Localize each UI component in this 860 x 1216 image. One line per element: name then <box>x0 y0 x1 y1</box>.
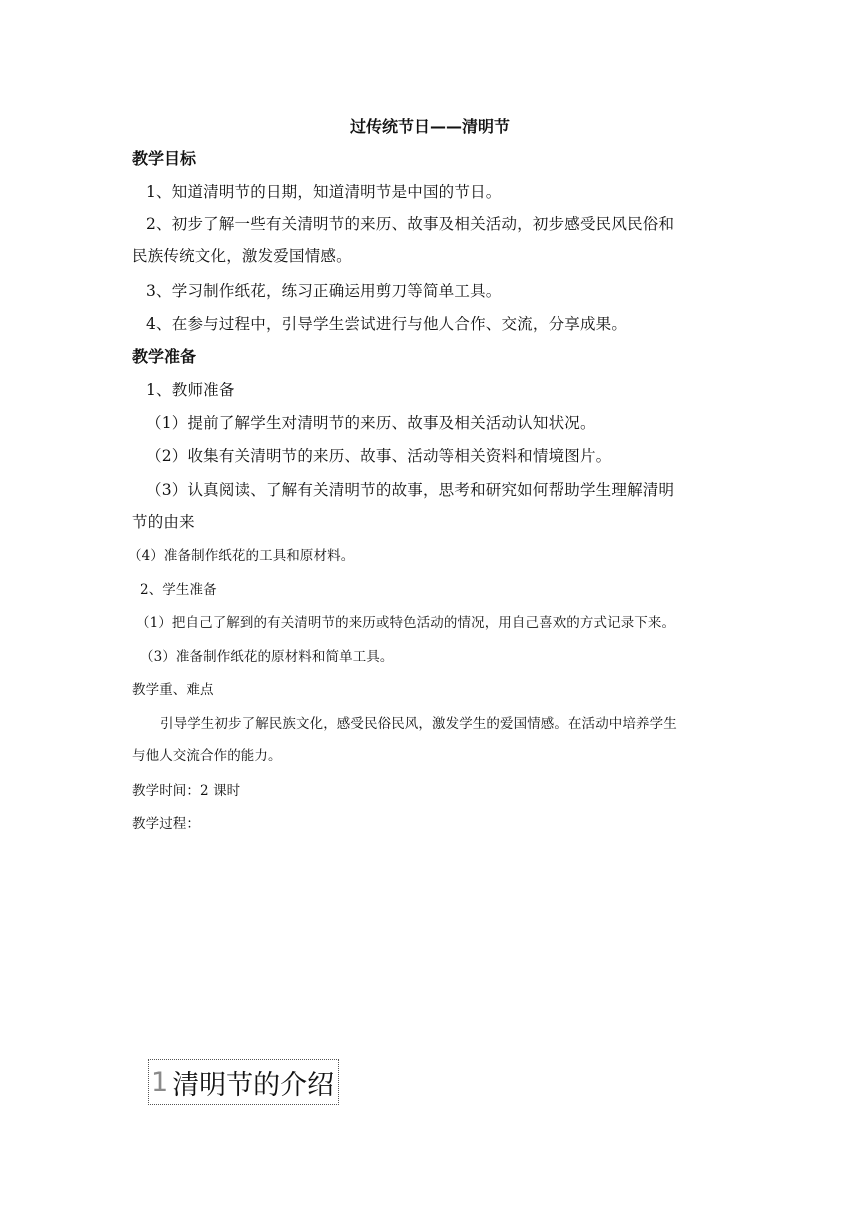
teacher-prep-item-1: （1）提前了解学生对清明节的来历、故事及相关活动认知状况。 <box>146 414 596 432</box>
section-heading-number: 1 <box>151 1066 169 1098</box>
key-points-heading: 教学重、难点 <box>132 682 214 698</box>
teaching-process-label: 教学过程： <box>132 816 200 832</box>
objective-item-3: 3、学习制作纸花，练习正确运用剪刀等简单工具。 <box>146 282 502 300</box>
student-prep-item-3: （3）准备制作纸花的原材料和简单工具。 <box>140 649 394 665</box>
section-heading <box>148 1059 339 1105</box>
preparation-heading: 教学准备 <box>132 347 197 366</box>
objective-item-4: 4、在参与过程中，引导学生尝试进行与他人合作、交流，分享成果。 <box>146 315 628 333</box>
teacher-prep-item-2: （2）收集有关清明节的来历、故事、活动等相关资料和情境图片。 <box>146 447 612 465</box>
teacher-prep-item-4: （4）准备制作纸花的工具和原材料。 <box>128 548 355 564</box>
objective-item-2-continued: 民族传统文化，激发爱国情感。 <box>132 247 352 265</box>
teaching-time: 教学时间：2 课时 <box>132 783 241 799</box>
teacher-prep-item-3-continued: 节的由来 <box>132 513 195 531</box>
key-points-line-1: 引导学生初步了解民族文化，感受民俗民风，激发学生的爱国情感。在活动中培养学生 <box>160 716 677 732</box>
section-heading-text: 清明节的介绍 <box>172 1069 335 1101</box>
teacher-prep-item-3: （3）认真阅读、了解有关清明节的故事，思考和研究如何帮助学生理解清明 <box>146 481 675 499</box>
key-points-line-2: 与他人交流合作的能力。 <box>132 748 282 764</box>
student-prep-label: 2、学生准备 <box>140 582 217 598</box>
objective-item-1: 1、知道清明节的日期，知道清明节是中国的节日。 <box>146 183 502 201</box>
objectives-heading: 教学目标 <box>132 149 197 168</box>
objective-item-2: 2、初步了解一些有关清明节的来历、故事及相关活动，初步感受民风民俗和 <box>146 215 675 233</box>
document-title: 过传统节日——清明节 <box>349 117 510 136</box>
teacher-prep-label: 1、教师准备 <box>146 381 235 399</box>
student-prep-item-1: （1）把自己了解到的有关清明节的来历或特色活动的情况，用自己喜欢的方式记录下来。 <box>136 615 676 631</box>
